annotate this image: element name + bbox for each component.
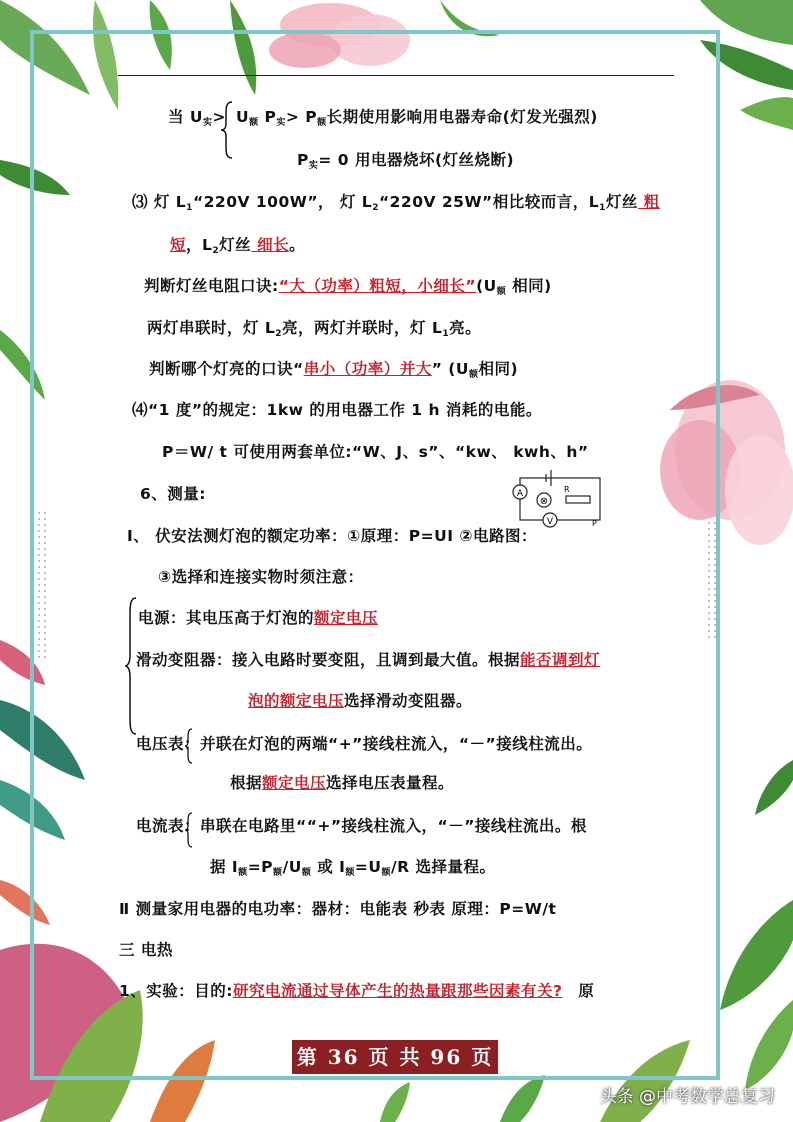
line-2: $P_实= 0$ 用电器烧坏(灯丝烧断)	[297, 151, 515, 171]
line-3: ⑶ 灯 $L_1“220V$ 100W”， 灯 $L_2“220V$ 25W”相比较而言，$L_1$灯丝 粗	[132, 193, 660, 213]
line-5: 判断灯丝电阻口诀:“大（功率）粗短，小细长$”(U_额$ 相同)	[144, 277, 552, 297]
line-9: P＝W/ t 可使用两套单位:“W、J、s”、“kw、 kwh、h”	[162, 443, 589, 461]
voltmeter-symbol: V	[546, 517, 554, 527]
slider-label: P	[592, 519, 597, 528]
circuit-diagram	[508, 470, 608, 530]
watermark: 头条 @中考数学总复习	[599, 1087, 775, 1107]
line-22: 1、实验：目的:研究电流通过导体产生的热量跟那些因素有关? 原	[119, 982, 595, 1000]
page-number: 第 36 页 共 96 页	[296, 1045, 494, 1069]
line-17: 根据额定电压选择电压表量程。	[230, 774, 455, 792]
line-7: 判断哪个灯亮的口诀“串小（功率）并大” ($U_额$相同)	[149, 360, 519, 380]
lamp-symbol: ⊗	[539, 496, 549, 507]
line-1: 当 $U_实> U_额$ $P_实> P_额$长期使用影响用电器寿命(灯发光强烈)	[168, 108, 598, 128]
line-4: 短，$L_2$灯丝 细长。	[170, 236, 306, 256]
line-15: 泡的额定电压选择滑动变阻器。	[248, 692, 473, 710]
line-18: 电流表：串联在电路里““+”接线柱流入，“－”接线柱流出。根	[136, 817, 587, 835]
resistor-label: R	[564, 485, 570, 494]
line-20: Ⅱ 测量家用电器的电功率：器材：电能表 秒表 原理：P=W/t	[119, 900, 557, 918]
line-10: 6、测量:	[140, 485, 206, 503]
line-8: ⑷“1 度”的规定：1kw 的用电器工作 1 h 消耗的电能。	[132, 401, 542, 419]
ammeter-symbol: A	[516, 489, 524, 499]
line-19: 据 $I_额=P_额/U_额$ 或 $I_额=U_额/R$ 选择量程。	[210, 858, 496, 878]
page-frame	[30, 30, 720, 1080]
line-14: 滑动变阻器：接入电路时要变阻，且调到最大值。根据能否调到灯	[136, 651, 601, 669]
line-13: 电源：其电压高于灯泡的额定电压	[138, 609, 379, 627]
line-16: 电压表：并联在灯泡的两端“+”接线柱流入，“－”接线柱流出。	[136, 735, 593, 753]
line-6: 两灯串联时，灯 $L_2$亮，两灯并联时，灯 $L_1$亮。	[147, 319, 482, 339]
header-rule	[118, 75, 674, 76]
line-12: ③选择和连接实物时须注意：	[158, 568, 364, 586]
line-11: Ⅰ、 伏安法测灯泡的额定功率：①原理：P=UI ②电路图：	[127, 527, 538, 545]
line-21: 三 电热	[119, 941, 173, 959]
